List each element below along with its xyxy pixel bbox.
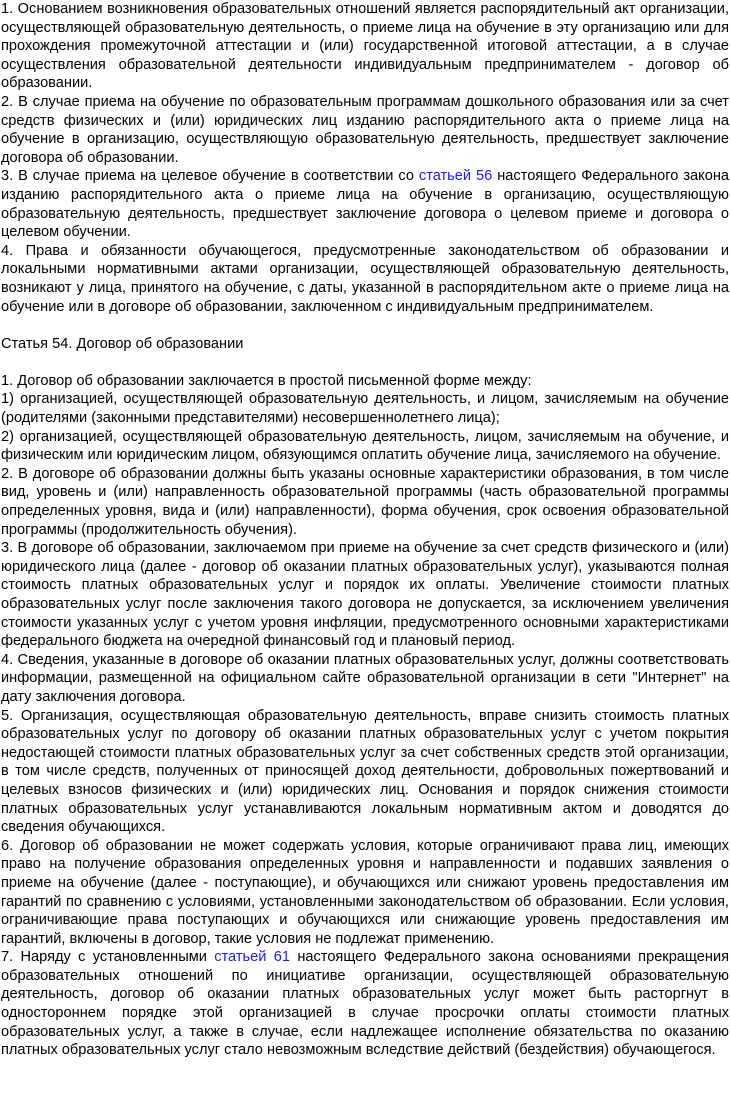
art54-paragraph-7-text-end: настоящего Федерального закона основаниями прекращения образовательных отношений по инициативе организации, осуществляющей образовательную деятельность, договор об оказании платных образовательных услуг может быть расторгнут в одностороннем порядке этой организацией в случае просрочки оплаты стоимости платных образовательных услуг, а также в случае, если надлежащее исполнение обязательства по оказанию платных образовательных услуг стало невозможным вследствие действий (бездействия) обучающегося. — [1, 949, 729, 1059]
art53-paragraph-4: 4. Права и обязанности обучающегося, предусмотренные законодательством об образовании и локальными нормативными актами организации, осуществляющей образовательную деятельность, возникают у лица, принятого на обучение, с даты, указанной в распорядительном акте о приеме лица на обучение или в договоре об образовании, заключенном с индивидуальным предпринимателем. — [1, 242, 729, 315]
art53-paragraph-1: 1. Основанием возникновения образовательных отношений является распорядительный акт организации, осуществляющей образовательную деятельность, о приеме лица на обучение в эту организацию или для прохождения промежуточной аттестации и (или) государственной итоговой аттестации, а в случае осуществления образовательной деятельности индивидуальным предпринимателем - договор об образовании. — [1, 1, 729, 92]
art54-paragraph-6: 6. Договор об образовании не может содержать условия, которые ограничивают права лиц, имеющих право на получение образования определенных уровня и направленности и подавших заявления о приеме на обучение (далее - поступающие), и обучающихся или снижают уровень предоставления им гарантий по сравнению с условиями, установленными законодательством об образовании. Если условия, ограничивающие права поступающих и обучающихся или снижающие уровень предоставления им гарантий, включены в договор, такие условия не подлежат применению. — [1, 837, 729, 947]
art54-paragraph-1-item-1: 1) организацией, осуществляющей образовательную деятельность, и лицом, зачисляемым на обучение (родителями (законными представителями) несовершеннолетнего лица); — [1, 391, 729, 427]
art53-paragraph-2: 2. В случае приема на обучение по образовательным программам дошкольного образования или за счет средств физических и (или) юридических лиц изданию распорядительного акта о приеме лица на обучение в организацию, осуществляющую образовательную деятельность, предшествует заключение договора об образовании. — [1, 93, 729, 166]
art54-paragraph-1: 1. Договор об образовании заключается в простой письменной форме между: — [1, 372, 532, 389]
article-54-heading: Статья 54. Договор об образовании — [1, 335, 244, 352]
art54-paragraph-7-text-start: 7. Наряду с установленными — [1, 949, 215, 966]
art54-paragraph-2: 2. В договоре об образовании должны быть указаны основные характеристики образования, в том числе вид, уровень и (или) направленность образовательной программы (часть образовательной программы определенных уровня, вида и (или) направленности), форма обучения, срок освоения образовательной программы (продолжительность обучения). — [1, 465, 729, 538]
art54-paragraph-1-item-2: 2) организацией, осуществляющей образовательную деятельность, лицом, зачисляемым на обучение, и физическим или юридическим лицом, обязующимся оплатить обучение лица, зачисляемого на обучение. — [1, 428, 729, 464]
spacer — [1, 316, 729, 335]
art54-paragraph-5: 5. Организация, осуществляющая образовательную деятельность, вправе снизить стоимость платных образовательных услуг по договору об оказании платных образовательных услуг с учетом покрытия недостающей стоимости платных образовательных услуг за счет собственных средств этой организации, в том числе средств, полученных от приносящей доход деятельности, добровольных пожертвований и целевых взносов физических и (или) юридических лиц. Основания и порядок снижения стоимости платных образовательных услуг устанавливаются локальным нормативным актом и доводятся до сведения обучающихся. — [1, 707, 729, 836]
article-56-link[interactable]: статьей 56 — [418, 168, 493, 185]
spacer — [1, 353, 729, 372]
article-61-link[interactable]: статьей 61 — [214, 949, 290, 966]
art54-paragraph-4: 4. Сведения, указанные в договоре об оказании платных образовательных услуг, должны соответствовать информации, размещенной на официальном сайте образовательной организации в сети "Интернет" на дату заключения договора. — [1, 651, 729, 705]
art53-paragraph-3 — [1, 167, 729, 241]
art53-paragraph-3-text-start: 3. В случае приема на целевое обучение в соответствии со — [1, 168, 419, 185]
art53-paragraph-3-text-end: настоящего Федерального закона изданию распорядительного акта о приеме лица на обучение в организацию, осуществляющую образовательную деятельность, предшествует заключение договора о целевом приеме и договора о целевом обучении. — [1, 168, 729, 241]
art54-paragraph-3: 3. В договоре об образовании, заключаемом при приеме на обучение за счет средств физического и (или) юридического лица (далее - договор об оказании платных образовательных услуг), указываются полная стоимость платных образовательных услуг и порядок их оплаты. Увеличение стоимости платных образовательных услуг после заключения такого договора не допускается, за исключением увеличения стоимости указанных услуг с учетом уровня инфляции, предусмотренного основными характеристиками федерального бюджета на очередной финансовый год и плановый период. — [1, 540, 729, 650]
art54-paragraph-7 — [1, 948, 729, 1060]
